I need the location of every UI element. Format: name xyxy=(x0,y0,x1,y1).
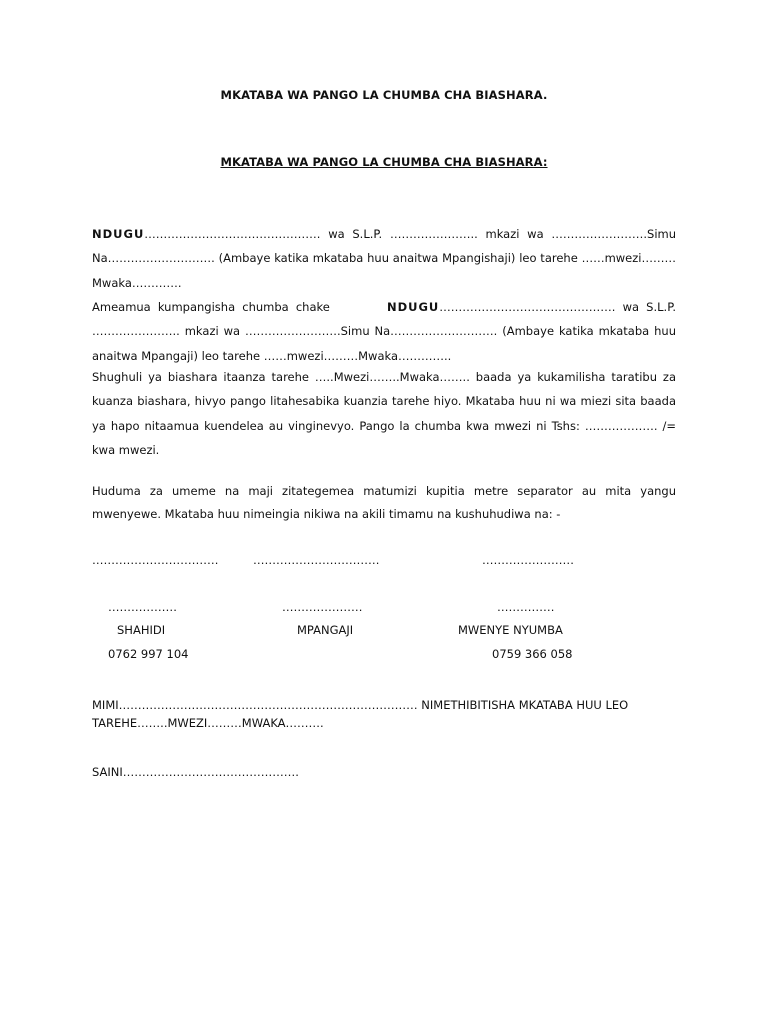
landlord-sign-line: …………………… xyxy=(482,553,574,567)
business-terms-paragraph: Shughuli ya biashara itaanza tarehe …..Mwezi……..Mwaka…….. baada ya kukamilisha taratibu za kuanza biashara, hivyo pango litahesabika kuanzia tarehe hiyo. Mkataba huu ni wa miezi sita baada ya hapo nitaamua kuendelea au vinginevyo. Pango la chumba kwa mwezi ni Tshs: ………………. /= kwa mwezi. xyxy=(92,370,676,457)
role-tenant: MPANGAJI xyxy=(297,623,354,637)
witness-phone: 0762 997 104 xyxy=(108,647,189,661)
utilities-paragraph: Huduma za umeme na maji zitategemea matumizi kupitia metre separator au mita yangu mwenyewe. Mkataba huu nimeingia nikiwa na akili timamu na kushuhudiwa na: - xyxy=(92,484,676,521)
document-subtitle: MKATABA WA PANGO LA CHUMBA CHA BIASHARA: xyxy=(220,155,548,169)
landlord-paragraph xyxy=(92,222,676,295)
tenant-sign-line: …………………………… xyxy=(253,553,380,567)
tenant-paragraph xyxy=(92,295,676,368)
signature-line: SAINI………………………………………. xyxy=(92,765,299,779)
role-witness: SHAHIDI xyxy=(117,623,166,637)
landlord-name-label: NDUGU xyxy=(92,227,145,241)
role-landlord: MWENYE NYUMBA xyxy=(458,623,563,637)
document-title: MKATABA WA PANGO LA CHUMBA CHA BIASHARA. xyxy=(220,88,548,102)
landlord-phone: 0759 366 058 xyxy=(492,647,573,661)
confirmation-statement: MIMI…………………………………………………………………… NIMETHIBITISHA MKATABA HUU LEO TAREHE……..MWEZI………MWAKA………. xyxy=(92,698,629,730)
witness-name-line: ……………… xyxy=(108,600,177,614)
tenant-paragraph-text: ………………………………………. wa S.L.P. ………………….. mkazi wa …………………….Simu Na………………………. (Ambaye katika mkataba huu anaitwa Mpangaji) leo tarehe ……mwezi………Mwaka………….. xyxy=(92,300,676,363)
witness-sign-line: …………………………… xyxy=(92,553,219,567)
tenant-paragraph-lead: Ameamua kumpangisha chumba chake xyxy=(92,300,330,314)
landlord-paragraph-text: ………………………………………. wa S.L.P. ………………….. mkazi wa …………………….Simu Na………………………. (Ambaye katika mkataba huu anaitwa Mpangishaji) leo tarehe ……mwezi……… Mwaka…………. xyxy=(92,227,676,290)
tenant-name-label: NDUGU xyxy=(386,300,440,314)
landlord-name-line: …………… xyxy=(497,600,555,614)
tenant-name-line: ………………… xyxy=(282,600,363,614)
